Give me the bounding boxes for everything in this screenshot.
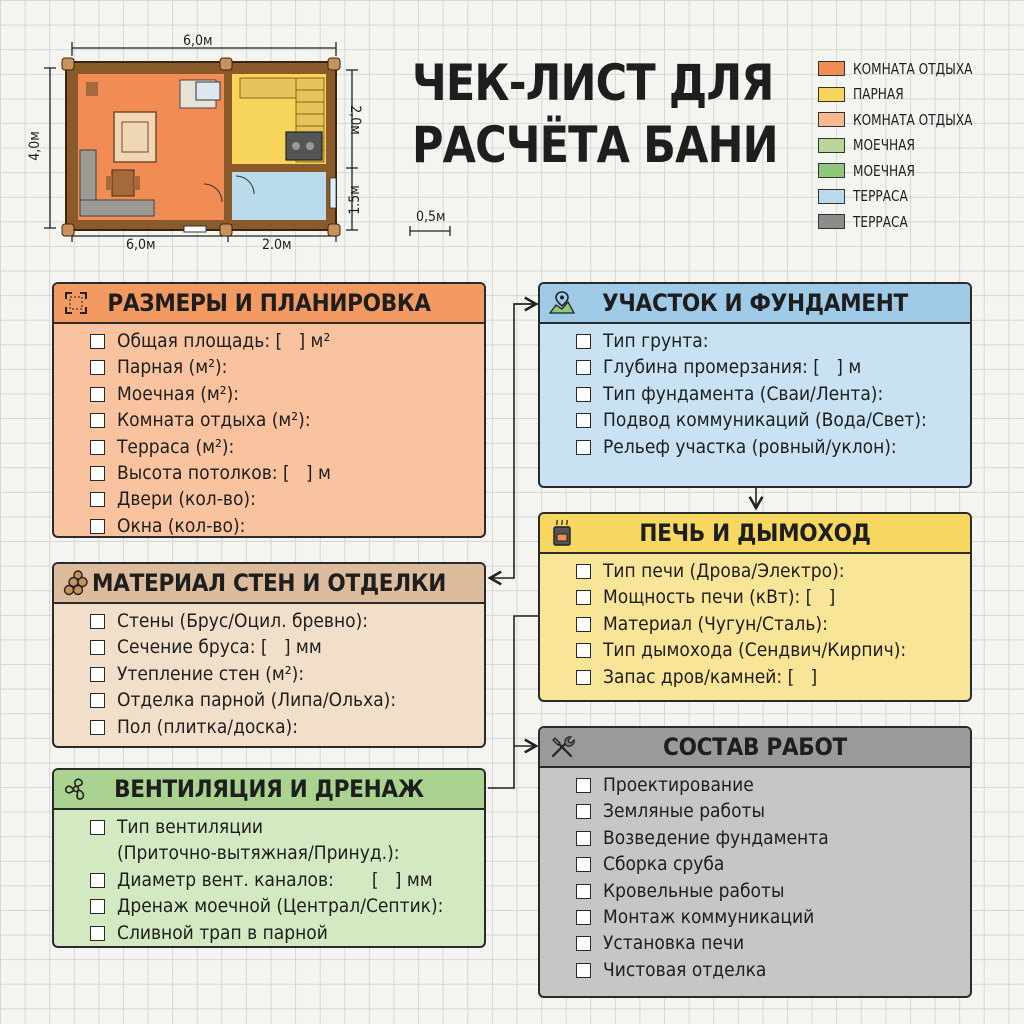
checklist-item[interactable] [90, 513, 484, 538]
checklist-item[interactable] [90, 407, 484, 433]
checkbox[interactable] [576, 857, 591, 872]
checklist-item-label: Пол (плитка/доска): [117, 715, 298, 738]
checklist-item[interactable] [90, 486, 484, 512]
checkbox[interactable] [90, 519, 105, 534]
checklist-item[interactable] [576, 930, 970, 956]
checklist-item[interactable] [576, 558, 970, 584]
checkbox[interactable] [90, 720, 105, 735]
checklist-item-label: Отделка парной (Липа/Ольха): [117, 689, 397, 712]
tools-icon [548, 733, 576, 761]
checklist-item-label: Земляные работы [603, 800, 765, 823]
checkbox[interactable] [576, 334, 591, 349]
checklist-item[interactable] [576, 328, 970, 354]
checklist-item[interactable] [576, 904, 970, 930]
checklist-item[interactable] [90, 867, 484, 893]
checklist-item-label: Подвод коммуникаций (Вода/Свет): [603, 409, 927, 432]
card-walls-title: МАТЕРИАЛ СТЕН И ОТДЕЛКИ [91, 569, 447, 597]
checklist-item[interactable] [576, 434, 970, 460]
plan-scale-label: 0,5м [416, 209, 446, 225]
checklist-item-label: Тип фундамента (Сваи/Лента): [603, 382, 884, 405]
checklist-item-label: Сечение бруса: [ ] мм [117, 636, 322, 659]
checkbox[interactable] [576, 910, 591, 925]
logs-icon [62, 569, 90, 597]
checkbox[interactable] [90, 466, 105, 481]
legend-item [818, 56, 986, 82]
checkbox[interactable] [576, 617, 591, 632]
checklist-item[interactable] [90, 893, 484, 919]
legend-label: МОЕЧНАЯ [853, 161, 915, 180]
checklist-item-label: Установка печи [603, 932, 745, 955]
legend-item [818, 82, 986, 108]
checklist-item-label: Мощность печи (кВт): [ ] [603, 586, 836, 609]
checkbox[interactable] [90, 693, 105, 708]
checklist-item-label: Моечная (м²): [117, 382, 240, 405]
checklist-item-label: Монтаж коммуникаций [603, 906, 815, 929]
checklist-item-label: Двери (кол-во): [117, 488, 256, 511]
checkbox[interactable] [576, 963, 591, 978]
legend-item [818, 209, 986, 235]
plan-dim-left: 4,0м [26, 131, 43, 161]
checklist-item[interactable] [90, 920, 484, 946]
checkbox[interactable] [90, 334, 105, 349]
checklist-item-label: Чистовая отделка [603, 958, 767, 981]
checklist-item-label: Высота потолков: [ ] м [117, 462, 331, 485]
checklist-item[interactable] [576, 798, 970, 824]
legend-item [818, 133, 986, 159]
title-line-1: ЧЕК-ЛИСТ ДЛЯ [412, 54, 774, 112]
card-stove-header [540, 514, 970, 554]
checklist-item-label: Возведение фундамента [603, 826, 829, 849]
card-sizes-title: РАЗМЕРЫ И ПЛАНИРОВКА [107, 289, 431, 317]
legend [818, 56, 986, 235]
checkbox[interactable] [576, 413, 591, 428]
plan-dim-top: 6,0м [183, 33, 213, 49]
floorplan-frame-icon [62, 289, 90, 317]
checkbox[interactable] [576, 643, 591, 658]
checklist-item[interactable] [90, 354, 484, 380]
legend-label: ТЕРРАСА [853, 187, 908, 206]
checkbox[interactable] [576, 778, 591, 793]
legend-label: КОМНАТА ОТДЫХА [853, 59, 973, 78]
checkbox[interactable] [90, 387, 105, 402]
legend-label: КОМНАТА ОТДЫХА [853, 110, 973, 129]
checklist-item[interactable] [576, 957, 970, 983]
checklist-item-label: Тип грунта: [603, 330, 709, 352]
checklist-item-label: Сборка сруба [603, 853, 725, 876]
legend-label: МОЕЧНАЯ [853, 136, 915, 155]
checklist-item[interactable] [90, 814, 484, 867]
checklist-item-label: Окна (кол-во): [117, 514, 246, 537]
checkbox[interactable] [576, 590, 591, 605]
legend-item [818, 158, 986, 184]
title-line-2: РАСЧЁТА БАНИ [412, 116, 778, 174]
card-works-title: СОСТАВ РАБОТ [663, 733, 847, 761]
checklist-item[interactable] [90, 381, 484, 407]
checklist-item-label: Парная (м²): [117, 356, 228, 379]
card-sizes-header [54, 284, 484, 324]
card-vent-header [54, 770, 484, 810]
card-sizes [52, 282, 486, 538]
checklist-item[interactable] [90, 661, 484, 687]
checklist-item-label: Тип печи (Дрова/Электро): [603, 560, 845, 582]
plan-dim-bottom-right: 2.0м [262, 237, 292, 253]
legend-item [818, 184, 986, 210]
checklist-item-label: Дренаж моечной (Централ/Септик): [117, 895, 444, 918]
checklist-item[interactable] [90, 687, 484, 713]
checkbox[interactable] [90, 873, 105, 888]
checkbox[interactable] [90, 440, 105, 455]
legend-label: ТЕРРАСА [853, 212, 908, 231]
checkbox[interactable] [90, 667, 105, 682]
checkbox[interactable] [576, 440, 591, 455]
checkbox[interactable] [576, 360, 591, 375]
plan-scale-bar [408, 224, 452, 238]
checklist-item-label: Материал (Чугун/Сталь): [603, 612, 828, 635]
plan-dim-right-top: 2,0м [346, 105, 363, 135]
checklist-item[interactable] [576, 851, 970, 877]
card-vent-title: ВЕНТИЛЯЦИЯ И ДРЕНАЖ [114, 775, 424, 803]
card-walls [52, 562, 486, 748]
plan-dim-right-bottom: 1.5м [346, 185, 363, 215]
checklist-item-label: Терраса (м²): [117, 435, 235, 458]
checklist-item[interactable] [576, 825, 970, 851]
legend-swatch [818, 163, 845, 178]
checkbox[interactable] [576, 564, 591, 579]
checklist-item[interactable] [576, 381, 970, 407]
checklist-item-label: Сливной трап в парной [117, 921, 328, 944]
legend-swatch [818, 138, 845, 153]
checklist-item-label: Диаметр вент. каналов: [ ] мм [117, 868, 433, 891]
checklist-item-label: Глубина промерзания: [ ] м [603, 356, 862, 379]
legend-swatch [818, 189, 845, 204]
checkbox[interactable] [90, 413, 105, 428]
card-works-header [540, 728, 970, 768]
card-site [538, 282, 972, 488]
card-walls-header [54, 564, 484, 604]
checklist-item-label: Общая площадь: [ ] м² [117, 330, 331, 352]
legend-swatch [818, 87, 845, 102]
card-stove-title: ПЕЧЬ И ДЫМОХОД [639, 519, 871, 547]
checkbox[interactable] [90, 820, 105, 835]
checkbox[interactable] [576, 670, 591, 685]
checklist-item[interactable] [90, 460, 484, 486]
checklist-item-label: Кровельные работы [603, 879, 785, 902]
legend-label: ПАРНАЯ [853, 85, 904, 104]
legend-swatch [818, 214, 845, 229]
fan-icon [62, 775, 90, 803]
checkbox[interactable] [90, 926, 105, 941]
checkbox[interactable] [90, 492, 105, 507]
checkbox[interactable] [576, 936, 591, 951]
checkbox[interactable] [576, 831, 591, 846]
checkbox[interactable] [90, 614, 105, 629]
map-pin-icon [548, 289, 576, 317]
card-stove [538, 512, 972, 702]
checklist-item-label: Комната отдыха (м²): [117, 409, 311, 432]
legend-item [818, 107, 986, 133]
checklist-item[interactable] [576, 407, 970, 433]
card-vent [52, 768, 486, 948]
checklist-item[interactable] [90, 608, 484, 634]
legend-swatch [818, 61, 845, 76]
checklist-item[interactable] [576, 584, 970, 610]
checklist-item[interactable] [576, 611, 970, 637]
checklist-item-label: Тип вентиляции (Приточно-вытяжная/Принуд.): [117, 816, 400, 865]
checkbox[interactable] [90, 899, 105, 914]
checklist-item-label: Запас дров/камней: [ ] [603, 665, 818, 688]
checklist-item[interactable] [576, 354, 970, 380]
checkbox[interactable] [90, 360, 105, 375]
legend-swatch [818, 112, 845, 127]
checklist-item-label: Утепление стен (м²): [117, 662, 305, 685]
checklist-item-label: Рельеф участка (ровный/уклон): [603, 435, 897, 458]
checklist-item[interactable] [576, 878, 970, 904]
checklist-item-label: Стены (Брус/Оцил. бревно): [117, 610, 369, 632]
checklist-item[interactable] [576, 664, 970, 690]
card-site-title: УЧАСТОК И ФУНДАМЕНТ [602, 289, 908, 317]
checklist-item[interactable] [90, 434, 484, 460]
card-site-header [540, 284, 970, 324]
checklist-item[interactable] [576, 637, 970, 663]
checkbox[interactable] [576, 884, 591, 899]
checklist-item[interactable] [90, 634, 484, 660]
stove-icon [548, 519, 576, 547]
card-works [538, 726, 972, 998]
checklist-item-label: Тип дымохода (Сендвич/Кирпич): [603, 639, 907, 662]
checklist-item[interactable] [576, 772, 970, 798]
checklist-item[interactable] [90, 714, 484, 740]
checklist-item[interactable] [90, 328, 484, 354]
checkbox[interactable] [90, 640, 105, 655]
checkbox[interactable] [576, 804, 591, 819]
checkbox[interactable] [576, 387, 591, 402]
page-title [412, 52, 778, 176]
checklist-item-label: Проектирование [603, 774, 754, 796]
plan-dim-bottom-left: 6,0м [126, 237, 156, 253]
